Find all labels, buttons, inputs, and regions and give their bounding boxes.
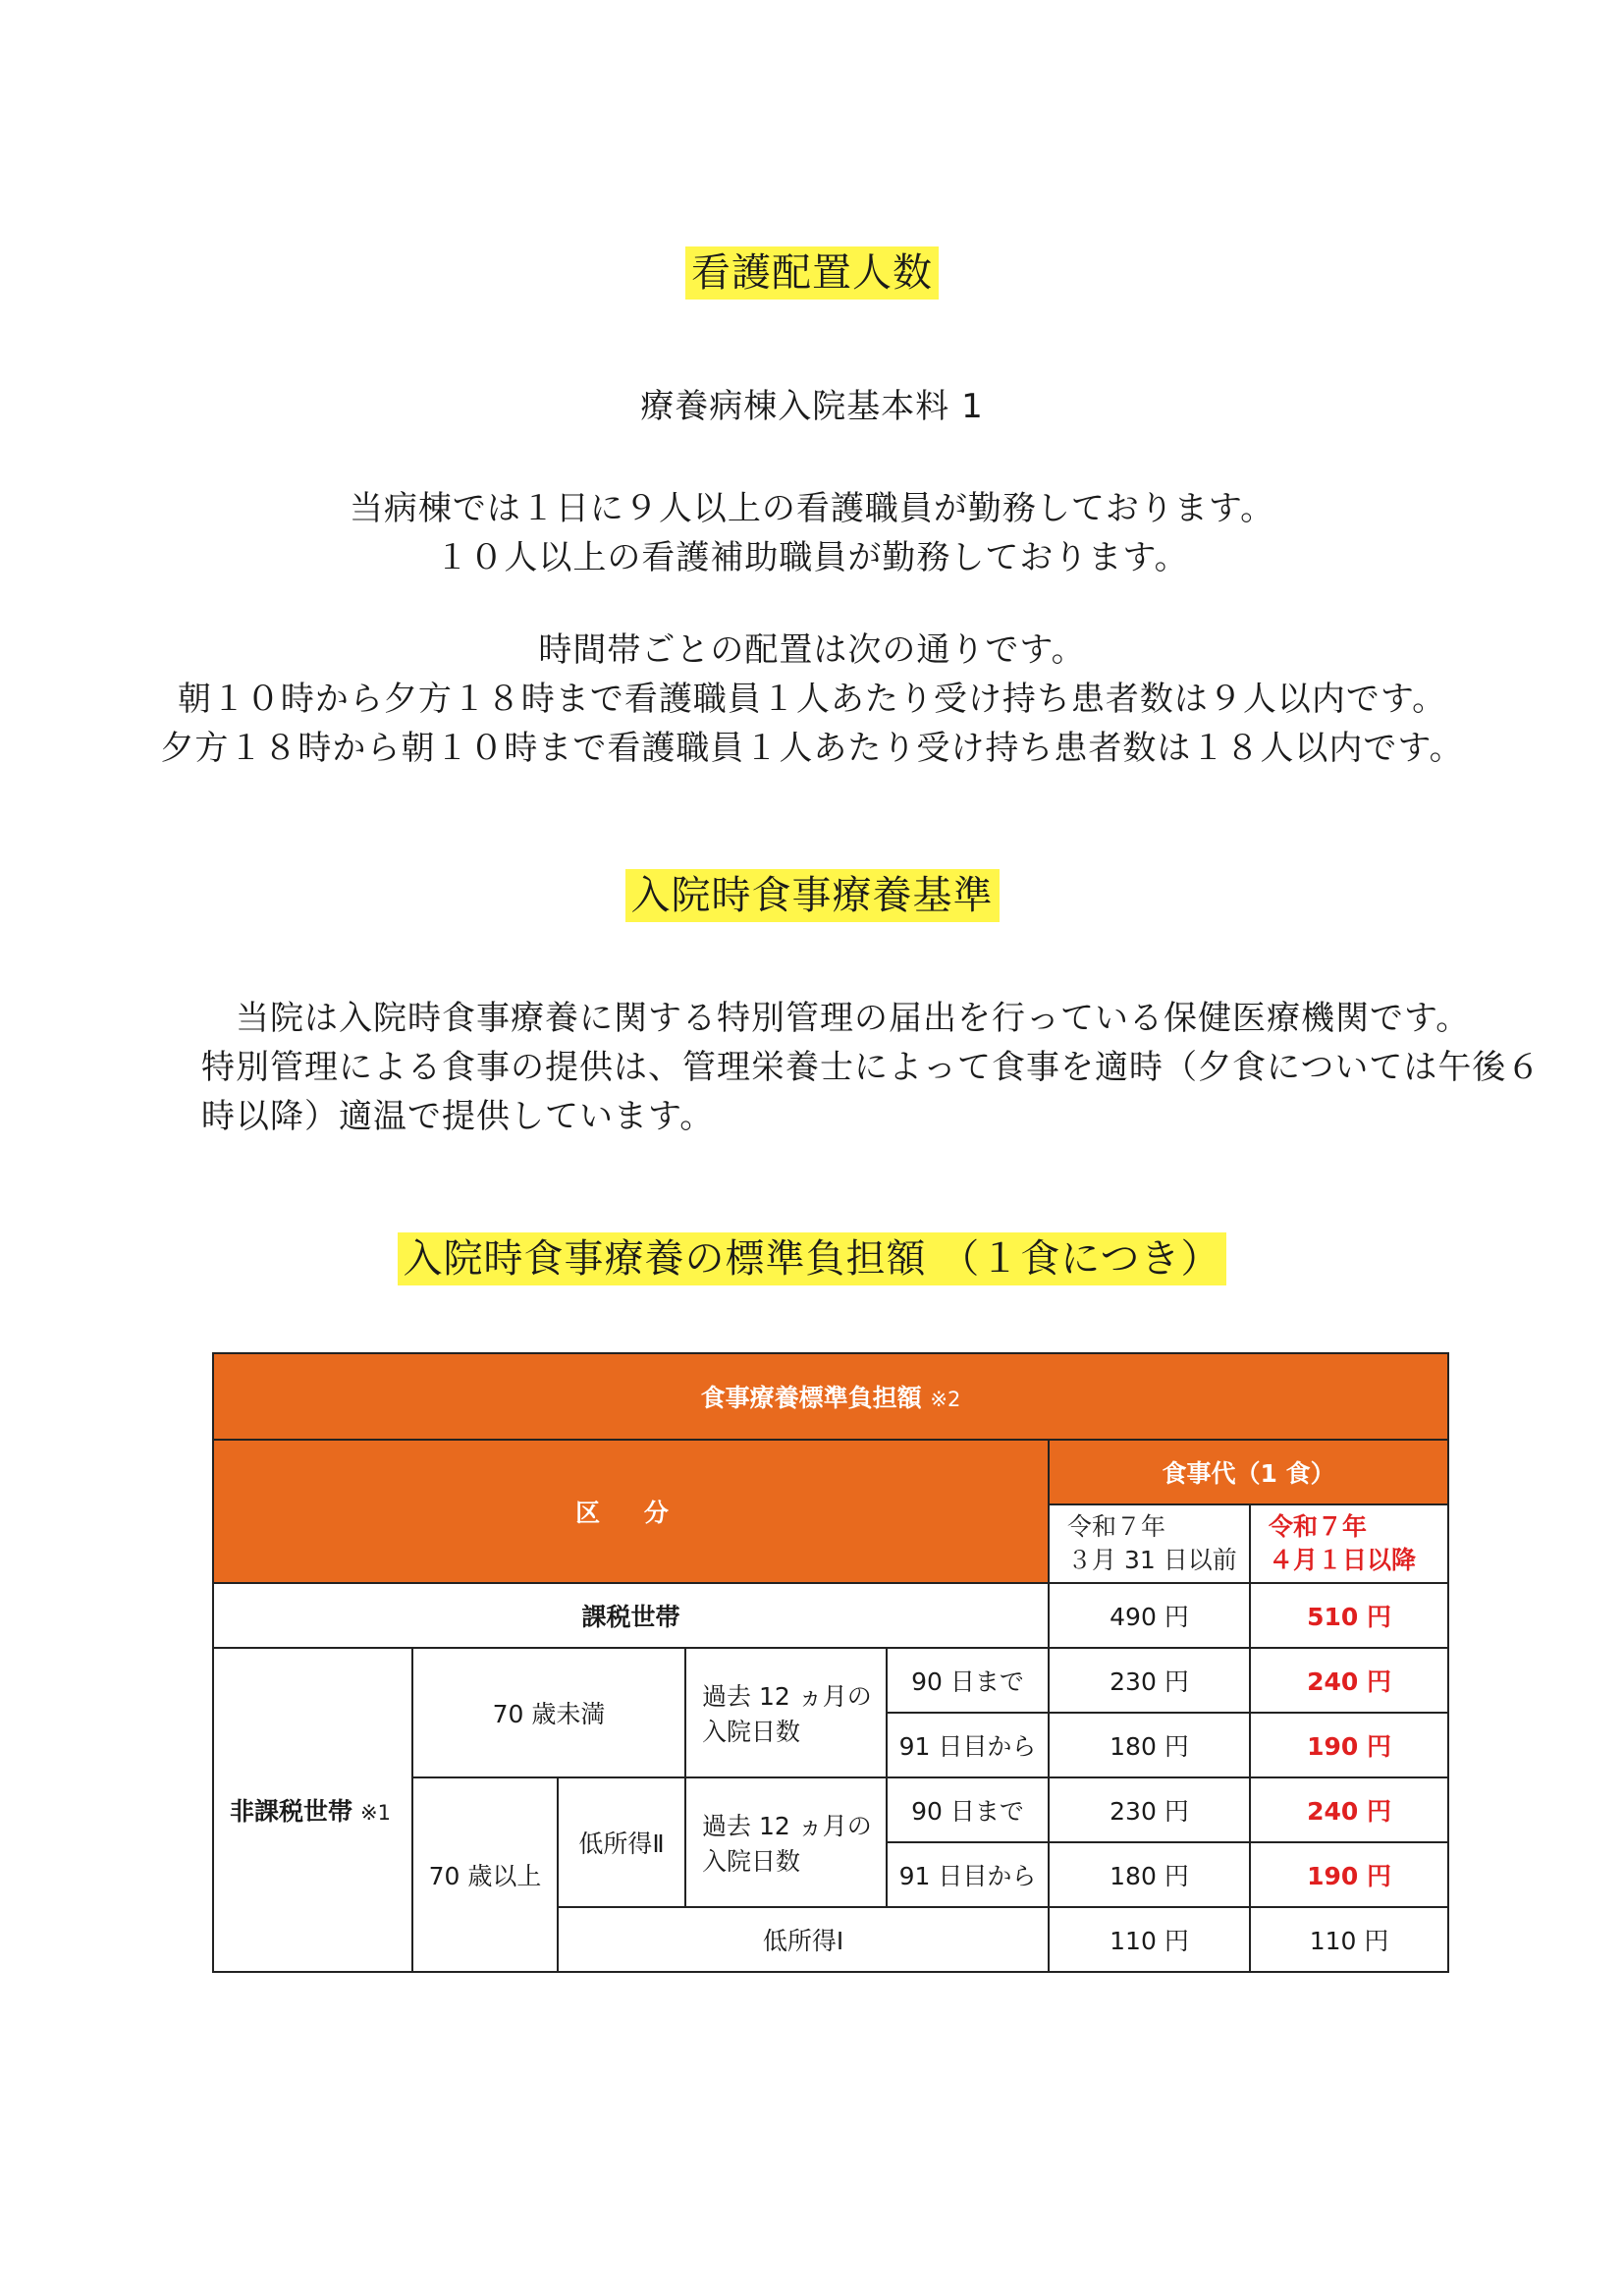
section3-heading: 入院時食事療養の標準負担額 （１食につき）	[398, 1232, 1227, 1285]
over70-r2-old: 180 円	[1049, 1842, 1250, 1907]
nontaxed-label-text: 非課税世帯	[230, 1797, 353, 1826]
meal-header: 食事代（1 食）	[1049, 1440, 1448, 1504]
date-new-line-2: ４月１日以降	[1269, 1546, 1417, 1574]
over70-r2-new: 190 円	[1250, 1842, 1448, 1907]
kubun-header: 区 分	[213, 1440, 1049, 1583]
under70-r2-old: 180 円	[1049, 1713, 1250, 1777]
section2-line-3: 時以降）適温で提供しています。	[201, 1097, 715, 1136]
table-title-text: 食事療養標準負担額	[700, 1384, 922, 1412]
section2-line-2: 特別管理による食事の提供は、管理栄養士によって食事を適時（夕食については午後６	[201, 1048, 1542, 1087]
nontaxed-note: ※1	[359, 1801, 391, 1825]
section1-line-2: １０人以上の看護補助職員が勤務しております。	[435, 538, 1189, 577]
section1-subheading: 療養病棟入院基本料 1	[640, 387, 984, 426]
over70-days-label-1: 過去 12 ヵ月の	[702, 1812, 872, 1840]
date-old-line-1: 令和７年	[1067, 1512, 1166, 1541]
table-title	[213, 1353, 1448, 1440]
over70-r1-days: 90 日まで	[887, 1777, 1049, 1842]
under70-days-label-2: 入院日数	[702, 1718, 801, 1746]
over70-r1-new: 240 円	[1250, 1777, 1448, 1842]
under70-r2-days: 91 日目から	[887, 1713, 1049, 1777]
section1-heading-wrap	[0, 247, 1624, 299]
over70-r1-old: 230 円	[1049, 1777, 1250, 1842]
section1-line-1: 当病棟では１日に９人以上の看護職員が勤務しております。	[349, 489, 1275, 528]
under70-r2-new: 190 円	[1250, 1713, 1448, 1777]
over70-days-label-2: 入院日数	[702, 1847, 801, 1876]
section1-heading: 看護配置人数	[685, 246, 939, 300]
section3-heading-wrap	[0, 1233, 1624, 1284]
under70-days-label	[685, 1648, 887, 1777]
date-new-header	[1250, 1504, 1448, 1583]
table-title-note: ※2	[930, 1388, 961, 1411]
low1-new: 110 円	[1250, 1907, 1448, 1972]
low2-label: 低所得Ⅱ	[558, 1777, 685, 1907]
schedule-line-1: 朝１０時から夕方１８時まで看護職員１人あたり受け持ち患者数は９人以内です。	[177, 680, 1447, 719]
under70-r1-days: 90 日まで	[887, 1648, 1049, 1713]
date-new-line-1: 令和７年	[1269, 1512, 1368, 1541]
taxed-new: 510 円	[1250, 1583, 1448, 1648]
meal-cost-table	[212, 1352, 1449, 1973]
nontaxed-label	[213, 1648, 412, 1972]
low1-label: 低所得Ⅰ	[558, 1907, 1049, 1972]
under70-r1-new: 240 円	[1250, 1648, 1448, 1713]
over70-days-label	[685, 1777, 887, 1907]
section2-line-1: 当院は入院時食事療養に関する特別管理の届出を行っている保健医療機関です。	[236, 999, 1471, 1038]
over70-label: 70 歳以上	[412, 1777, 558, 1972]
date-old-line-2: ３月 31 日以前	[1067, 1546, 1237, 1574]
under70-days-label-1: 過去 12 ヵ月の	[702, 1682, 872, 1711]
section2-heading: 入院時食事療養基準	[625, 869, 1000, 922]
schedule-line-2: 夕方１８時から朝１０時まで看護職員１人あたり受け持ち患者数は１８人以内です。	[160, 729, 1464, 768]
under70-label: 70 歳未満	[412, 1648, 685, 1777]
schedule-intro: 時間帯ごとの配置は次の通りです。	[538, 630, 1086, 670]
under70-r1-old: 230 円	[1049, 1648, 1250, 1713]
taxed-old: 490 円	[1049, 1583, 1250, 1648]
taxed-label: 課税世帯	[213, 1583, 1049, 1648]
low1-old: 110 円	[1049, 1907, 1250, 1972]
over70-r2-days: 91 日目から	[887, 1842, 1049, 1907]
section2-heading-wrap	[0, 870, 1624, 921]
date-old-header	[1049, 1504, 1250, 1583]
